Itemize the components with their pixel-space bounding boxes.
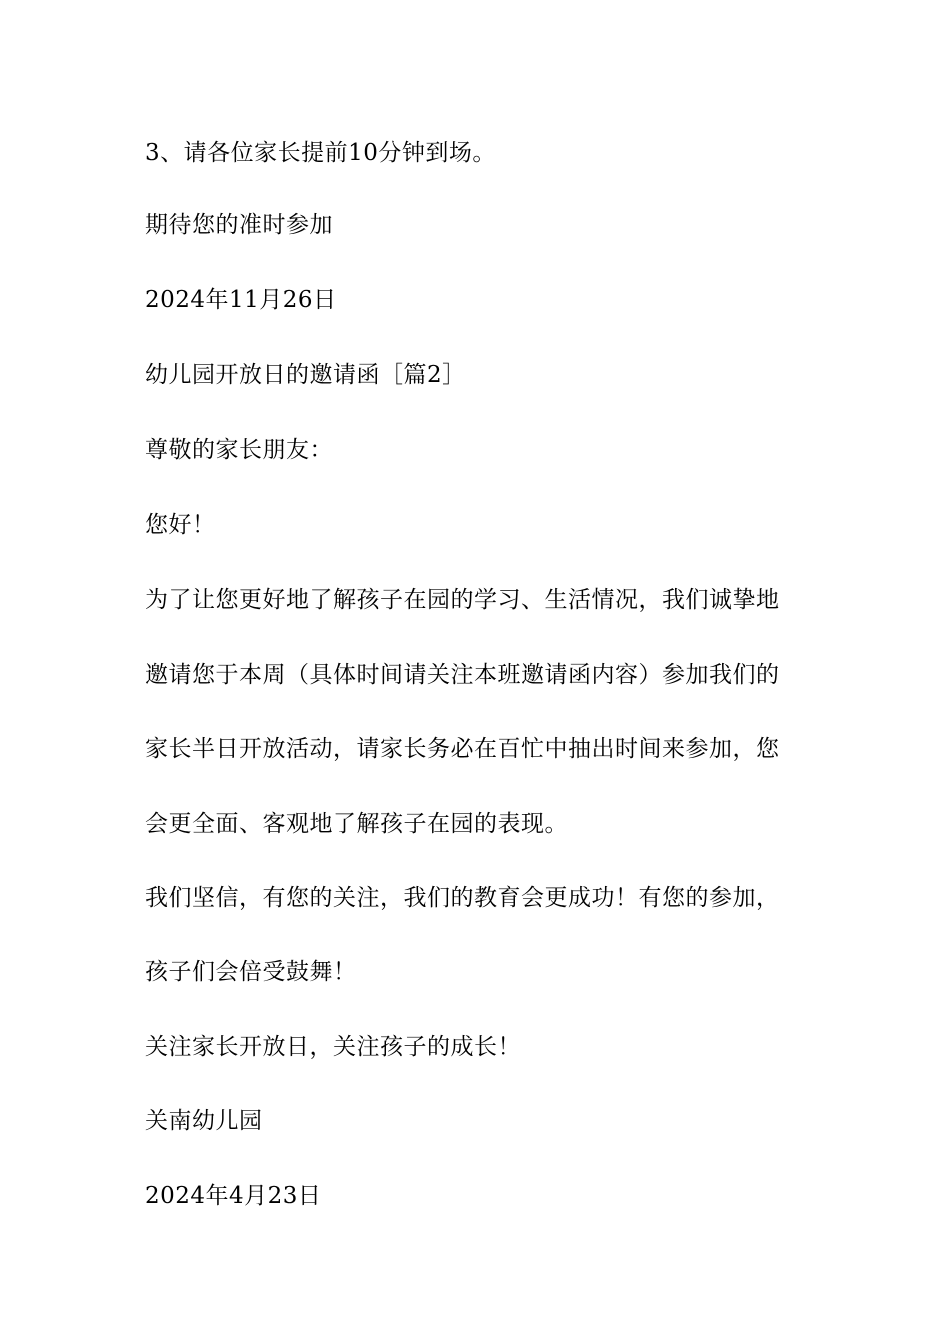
salutation: 尊敬的家长朋友：: [145, 437, 333, 463]
notice-item-3: 3、请各位家长提前10分钟到场。: [145, 140, 496, 166]
slogan: 关注家长开放日，关注孩子的成长！: [145, 1034, 521, 1060]
closing-phrase: 期待您的准时参加: [145, 212, 333, 238]
greeting: 您好！: [145, 512, 216, 538]
body-paragraph-line: 为了让您更好地了解孩子在园的学习、生活情况，我们诚挚地: [145, 587, 780, 613]
signature-date: 2024年4月23日: [145, 1183, 322, 1209]
body-paragraph-line: 邀请您于本周（具体时间请关注本班邀请函内容）参加我们的: [145, 662, 780, 688]
body-paragraph-line: 孩子们会倍受鼓舞！: [145, 959, 357, 985]
section-title: 幼儿园开放日的邀请函［篇2］: [145, 362, 466, 388]
body-paragraph-line: 会更全面、客观地了解孩子在园的表现。: [145, 811, 568, 837]
body-paragraph-line: 家长半日开放活动，请家长务必在百忙中抽出时间来参加，您: [145, 736, 780, 762]
date-line: 2024年11月26日: [145, 287, 337, 313]
body-paragraph-line: 我们坚信，有您的关注，我们的教育会更成功！有您的参加，: [145, 885, 780, 911]
signature-organization: 关南幼儿园: [145, 1108, 263, 1134]
